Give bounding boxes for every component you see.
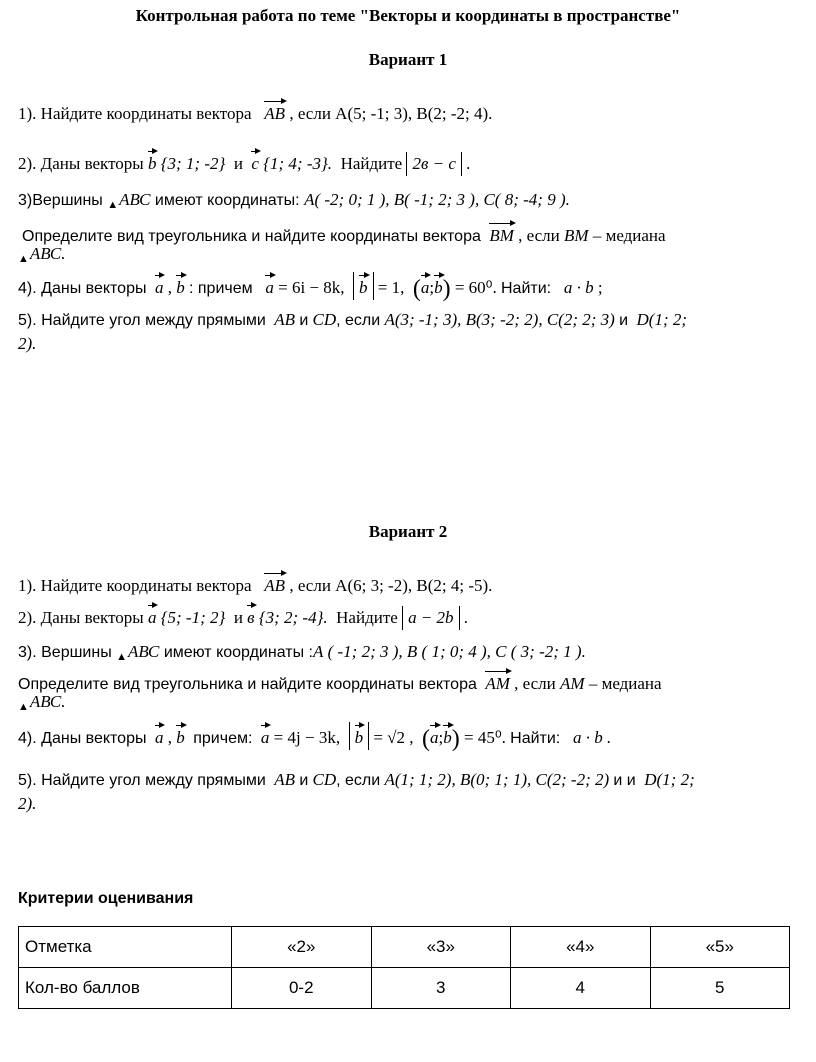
v2-task4-such: причем: bbox=[193, 730, 253, 747]
v2-task3 bbox=[18, 642, 586, 664]
triangle-icon: ▲ bbox=[18, 701, 29, 713]
variant2-heading: Вариант 2 bbox=[368, 522, 448, 541]
v1-task5-and: и bbox=[299, 312, 309, 329]
v2-task3b-text: Определите вид треугольника и найдите координаты вектора bbox=[18, 676, 477, 693]
v1-task3b-tail: , если bbox=[518, 226, 560, 245]
v1-task2-vector-b: b bbox=[148, 150, 157, 174]
v1-task4-vector-b: b bbox=[176, 274, 185, 298]
v2-task3b-median: – медиана bbox=[588, 674, 662, 693]
v2-task3-text: 3). Вершины bbox=[18, 644, 112, 661]
v1-task3c-abc: АВС. bbox=[29, 244, 66, 263]
table-cell: 0-2 bbox=[232, 968, 372, 1009]
v2-task1-text: 1). Найдите координаты вектора bbox=[18, 576, 252, 595]
v1-task1 bbox=[18, 100, 492, 124]
table-cell: «5» bbox=[650, 927, 790, 968]
v1-task3-coords: А( -2; 0; 1 ), В( -1; 2; 3 ), С( 8; -4; 9 ). bbox=[304, 190, 570, 209]
v2-task4-abs-b bbox=[349, 722, 370, 750]
v1-task5-coords: А(3; -1; 3), В(3; -2; 2), С(2; 2; 3) bbox=[384, 310, 615, 329]
v1-task4-find: Найти: bbox=[501, 280, 552, 297]
criteria-heading: Критерии оценивания bbox=[18, 890, 194, 907]
v2-task5-cont: 2). bbox=[18, 794, 37, 813]
page-title: Контрольная работа по теме "Векторы и координаты в пространстве" bbox=[135, 6, 681, 25]
v2-task5-and2: и и bbox=[613, 772, 636, 789]
table-cell: Отметка bbox=[19, 927, 232, 968]
v1-task5-cont: 2). bbox=[18, 334, 37, 353]
v2-task3c bbox=[18, 692, 65, 714]
v1-task4-absb-value: = 1, bbox=[377, 278, 405, 297]
v1-task2-and: и bbox=[233, 154, 243, 173]
v1-task3 bbox=[18, 190, 570, 212]
v1-task2-b-coords: {3; 1; -2} bbox=[160, 154, 226, 173]
v2-task5-text: 5). Найдите угол между прямыми bbox=[18, 772, 266, 789]
v2-task4-expression: = 4j − 3k, bbox=[273, 728, 341, 747]
table-cell: 5 bbox=[650, 968, 790, 1009]
v1-task3c bbox=[18, 244, 65, 266]
v1-task4-such: : причем bbox=[188, 280, 253, 297]
v2-task5-ab: АВ bbox=[274, 770, 296, 789]
v2-task3c-abc: АВС. bbox=[29, 692, 66, 711]
v1-task4-angle: = 60⁰. bbox=[454, 278, 497, 297]
v1-task2-find: Найдите bbox=[340, 154, 403, 173]
v2-task2-a-coords: {5; -1; 2} bbox=[160, 608, 226, 627]
v1-task2-c-coords: {1; 4; -3}. bbox=[263, 154, 333, 173]
v2-task3-coords: А ( -1; 2; 3 ), В ( 1; 0; 4 ), С ( 3; -2; 1 ). bbox=[312, 642, 586, 661]
table-cell: 3 bbox=[371, 968, 511, 1009]
v2-task4-angle: = 45⁰. bbox=[463, 728, 506, 747]
triangle-icon: ▲ bbox=[116, 651, 128, 663]
v1-task4-angle-close: ) bbox=[442, 276, 451, 302]
v1-task5-d: D(1; 2; bbox=[636, 310, 688, 329]
triangle-icon: ▲ bbox=[18, 253, 29, 265]
table-cell: «2» bbox=[232, 927, 372, 968]
v1-task4-vector-a2: a bbox=[265, 274, 274, 298]
v1-task4-expression: = 6i − 8k, bbox=[278, 278, 345, 297]
v1-task4-angle-open: ( bbox=[412, 276, 421, 302]
v2-task4-vector-a2: a bbox=[261, 724, 270, 748]
v2-task4-vector-a: a bbox=[155, 724, 164, 748]
v1-task1-text: 1). Найдите координаты вектора bbox=[18, 104, 252, 123]
v2-task3-mid: имеют координаты : bbox=[163, 644, 313, 661]
v2-task4-find: Найти: bbox=[510, 730, 561, 747]
v2-task3b-am: АМ bbox=[560, 674, 585, 693]
v2-task3b-tail: , если bbox=[514, 674, 556, 693]
v2-task2-and: и bbox=[233, 608, 243, 627]
v2-task4-dot: a · b . bbox=[573, 728, 612, 747]
v2-task5-cd: CD bbox=[312, 770, 337, 789]
v1-task4-abs-b bbox=[353, 272, 374, 300]
v1-task2-vector-c: c bbox=[251, 150, 259, 174]
vector-a: a bbox=[430, 724, 439, 748]
v1-task2-abs-expression: 2в − c bbox=[406, 152, 461, 176]
v1-task5-and2: и bbox=[619, 312, 628, 329]
v2-task2-abs-expression: a − 2b bbox=[402, 606, 459, 630]
v2-task5-d: D(1; 2; bbox=[644, 770, 695, 789]
table-cell: «3» bbox=[371, 927, 511, 968]
v2-task5-and: и bbox=[299, 772, 309, 789]
v1-task3b-bm: ВМ bbox=[564, 226, 589, 245]
v2-task1-tail: , если А(6; 3; -2), В(2; 4; -5). bbox=[289, 576, 493, 595]
v1-task5-if: , если bbox=[336, 312, 381, 329]
vector-b: b bbox=[434, 274, 443, 298]
v2-task5-if: , если bbox=[336, 772, 381, 789]
v2-task3b bbox=[18, 670, 662, 694]
v1-task5 bbox=[18, 310, 687, 330]
v2-task3-abc: АВС bbox=[128, 642, 160, 661]
v2-task2-find: Найдите bbox=[336, 608, 398, 627]
table-row bbox=[19, 927, 790, 968]
v2-task4-vector-b: b bbox=[176, 724, 185, 748]
v2-task1 bbox=[18, 572, 492, 596]
vector-b: b bbox=[359, 274, 368, 298]
v1-task3-text: 3)Вершины bbox=[18, 192, 103, 209]
criteria-table bbox=[18, 926, 790, 1009]
vector-b: b bbox=[443, 724, 452, 748]
v2-task4: 4). Даны векторы a , b причем: a = 4j − 3k, b = √2 , (a;b) = 45⁰. Найти: a · b . bbox=[18, 722, 611, 751]
v1-task3-abc: АВС bbox=[119, 190, 151, 209]
v1-task4-vector-a: a bbox=[155, 274, 164, 298]
v1-task5-text: 5). Найдите угол между прямыми bbox=[18, 312, 266, 329]
v2-task4-text: 4). Даны векторы bbox=[18, 730, 147, 747]
v1-task3b-median: – медиана bbox=[592, 226, 666, 245]
v2-task2-text: 2). Даны векторы bbox=[18, 608, 144, 627]
v1-task2: 2). Даны векторы b {3; 1; -2} и c {1; 4; -3}. Найдите 2в − c . bbox=[18, 150, 470, 176]
v2-task3b-vector: AM bbox=[485, 670, 510, 694]
v1-task5-cd: CD bbox=[312, 310, 337, 329]
v1-task3b-vector: BM bbox=[489, 222, 514, 246]
v2-task2-vector-v: в bbox=[247, 604, 254, 628]
v1-task4-dot: a · b bbox=[563, 278, 594, 297]
table-cell: «4» bbox=[511, 927, 651, 968]
v1-task1-vector: AB bbox=[264, 100, 285, 124]
v1-task1-tail: , если А(5; -1; 3), В(2; -2; 4). bbox=[289, 104, 493, 123]
table-cell: Кол-во баллов bbox=[19, 968, 232, 1009]
v1-task4: 4). Даны векторы a , b : причем a = 6i − 8k, b = 1, (a;b) = 60⁰. Найти: a · b ; bbox=[18, 272, 603, 301]
v2-task4-absb-value: = √2 , bbox=[373, 728, 414, 747]
v2-task1-vector: AB bbox=[264, 572, 285, 596]
v1-task3b bbox=[22, 222, 666, 246]
v1-task5-ab: АВ bbox=[274, 310, 296, 329]
vector-a: a bbox=[421, 274, 430, 298]
triangle-icon: ▲ bbox=[107, 199, 119, 211]
table-cell: 4 bbox=[511, 968, 651, 1009]
v1-task3-mid: имеют координаты: bbox=[154, 192, 300, 209]
vector-b: b bbox=[355, 724, 364, 748]
v1-task3b-text: Определите вид треугольника и найдите координаты вектора bbox=[22, 228, 481, 245]
v2-task2: 2). Даны векторы a {5; -1; 2} и в {3; 2; -4}. Найдите a − 2b . bbox=[18, 604, 468, 630]
v2-task5 bbox=[18, 770, 695, 790]
variant1-heading: Вариант 1 bbox=[368, 50, 448, 69]
v2-task2-vector-a: a bbox=[148, 604, 157, 628]
v2-task2-v-coords: {3; 2; -4}. bbox=[258, 608, 328, 627]
v2-task5-coords: А(1; 1; 2), В(0; 1; 1), С(2; -2; 2) bbox=[384, 770, 610, 789]
v2-task4-angle-close: ) bbox=[451, 726, 460, 752]
v1-task2-text: 2). Даны векторы bbox=[18, 154, 144, 173]
table-row bbox=[19, 968, 790, 1009]
v1-task4-text: 4). Даны векторы bbox=[18, 280, 147, 297]
v2-task4-angle-open: ( bbox=[422, 726, 430, 752]
